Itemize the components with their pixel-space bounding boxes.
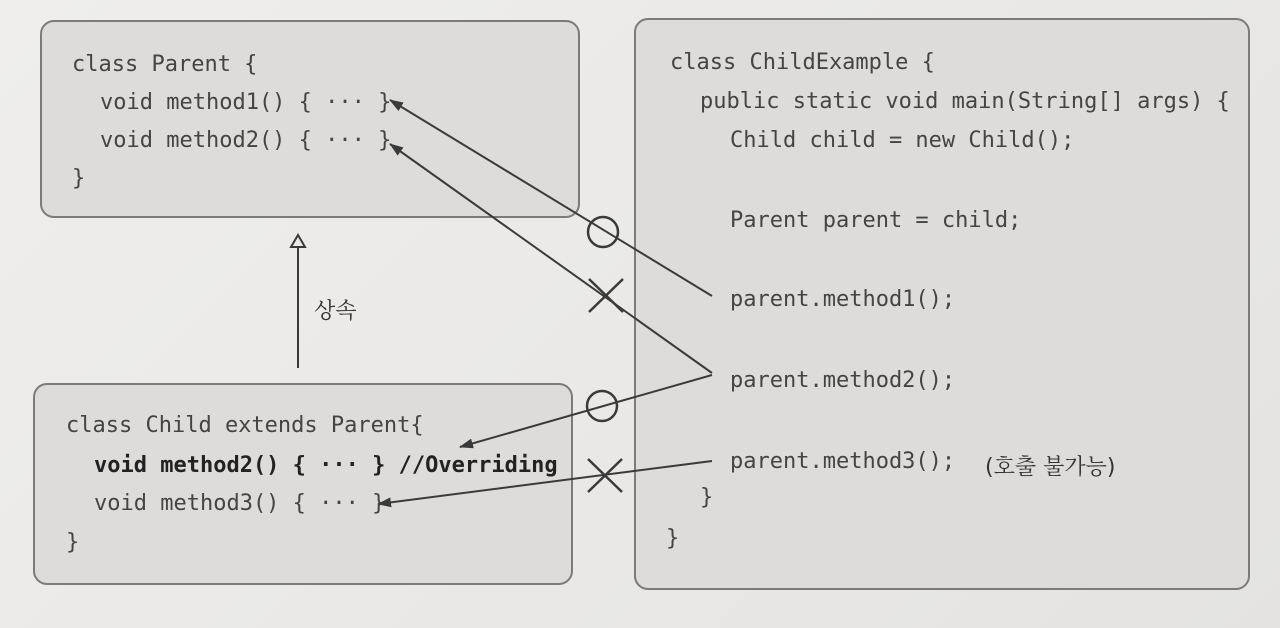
arrow-call2-to-parent-method2 [390,144,712,373]
main-method-close: } [700,485,714,510]
arrow-call2-to-child-method2 [460,375,712,447]
allowed-mark-method1 [588,217,618,247]
inheritance-arrow-head [291,235,305,247]
child-class-close: } [66,530,80,555]
example-class-header: class ChildExample { [670,50,935,75]
parent-method2: void method2() { ··· } [100,128,392,153]
call-method3: parent.method3(); [730,449,956,474]
denied-mark-method2-parent [589,279,623,312]
parent-method1: void method1() { ··· } [100,90,392,115]
call-method1: parent.method1(); [730,287,956,312]
new-child-statement: Child child = new Child(); [730,128,1075,153]
child-method3: void method3() { ··· } [94,491,386,516]
child-method2-override: void method2() { ··· } //Overriding [94,453,558,478]
inheritance-label: 상속 [314,299,357,324]
main-method-signature: public static void main(String[] args) { [700,89,1230,114]
example-class-close: } [666,526,680,551]
arrow-call1-to-parent-method1 [390,100,712,296]
call-method3-note: (호출 불가능) [985,455,1116,480]
call-method2: parent.method2(); [730,368,956,393]
parent-assign-statement: Parent parent = child; [730,208,1022,233]
child-class-header: class Child extends Parent{ [66,413,424,438]
arrow-call3-to-child-method3 [378,461,712,504]
parent-class-header: class Parent { [72,52,258,77]
parent-class-close: } [72,166,86,191]
